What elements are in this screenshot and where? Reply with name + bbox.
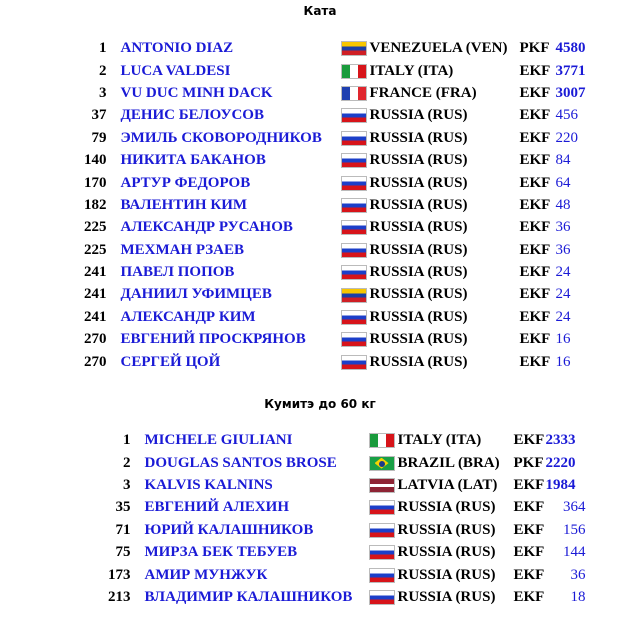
- flag-rus-icon: [369, 545, 395, 560]
- country-name: RUSSIA (RUS): [397, 544, 496, 561]
- federation-code: EKF: [519, 107, 551, 124]
- ranking-row: [108, 429, 586, 451]
- ranking-row: [84, 59, 596, 81]
- ranking-row: [84, 261, 596, 283]
- country-name: RUSSIA (RUS): [369, 308, 468, 325]
- ranking-row: [84, 350, 596, 372]
- federation-code: EKF: [519, 264, 551, 281]
- federation-code: EKF: [519, 196, 551, 213]
- ranking-points: 36: [555, 219, 571, 236]
- country-flag-icon: [369, 563, 398, 585]
- country-flag-icon: [369, 586, 398, 608]
- flag-rus-icon: [341, 265, 367, 280]
- ranking-points: 24: [555, 286, 571, 303]
- flag-rus-icon: [341, 220, 367, 235]
- country-flag-icon: [369, 496, 398, 518]
- flag-rus-icon: [341, 176, 367, 191]
- rank-position: 213: [108, 588, 131, 605]
- country-name: BRAZIL (BRA): [397, 454, 500, 471]
- athlete-name: МЕХМАН РЗАЕВ: [120, 241, 245, 258]
- country-flag-icon: [369, 541, 398, 563]
- athlete-name: АЛЕКСАНДР КИМ: [120, 308, 256, 325]
- ranking-row: [84, 82, 596, 104]
- country-name: RUSSIA (RUS): [369, 264, 468, 281]
- ranking-points: 3007: [555, 84, 586, 101]
- flag-ven-icon: [341, 41, 367, 56]
- ranking-points: 220: [555, 129, 578, 146]
- country-flag-icon: [341, 194, 370, 216]
- federation-code: EKF: [519, 129, 551, 146]
- flag-rus-icon: [369, 523, 395, 538]
- flag-fra-icon: [341, 86, 367, 101]
- ranking-row: [108, 474, 586, 496]
- rank-position: 75: [115, 544, 131, 561]
- ranking-row: [84, 328, 596, 350]
- rank-position: 2: [123, 454, 131, 471]
- ranking-row: [108, 563, 586, 585]
- kata-section-title: Ката: [303, 4, 337, 18]
- country-name: RUSSIA (RUS): [397, 588, 496, 605]
- rank-position: 270: [84, 353, 107, 370]
- ranking-row: [84, 216, 596, 238]
- country-flag-icon: [341, 283, 370, 305]
- ranking-row: [84, 171, 596, 193]
- ranking-points: 2333: [545, 432, 576, 449]
- country-name: ITALY (ITA): [369, 62, 454, 79]
- federation-code: EKF: [513, 544, 545, 561]
- country-flag-icon: [341, 149, 370, 171]
- athlete-name: АМИР МУНЖУК: [144, 566, 268, 583]
- country-flag-icon: [341, 37, 370, 59]
- federation-code: EKF: [519, 174, 551, 191]
- federation-code: EKF: [513, 566, 545, 583]
- athlete-name: НИКИТА БАКАНОВ: [120, 152, 266, 169]
- federation-code: EKF: [519, 62, 551, 79]
- country-name: FRANCE (FRA): [369, 84, 477, 101]
- ranking-points: 24: [555, 308, 571, 325]
- ranking-points: 24: [555, 264, 571, 281]
- country-name: RUSSIA (RUS): [369, 196, 468, 213]
- athlete-name: ЮРИЙ КАЛАШНИКОВ: [144, 521, 314, 538]
- athlete-name: АРТУР ФЕДОРОВ: [120, 174, 251, 191]
- country-name: RUSSIA (RUS): [397, 566, 496, 583]
- ranking-points: 156: [563, 521, 586, 538]
- ranking-row: [84, 239, 596, 261]
- ranking-points: 84: [555, 152, 571, 169]
- ranking-points: 36: [570, 566, 586, 583]
- country-flag-icon: [341, 306, 370, 328]
- athlete-name: МИРЗА БЕК ТЕБУЕВ: [144, 544, 298, 561]
- rank-position: 35: [115, 499, 131, 516]
- federation-code: PKF: [513, 454, 544, 471]
- country-flag-icon: [341, 239, 370, 261]
- country-name: VENEZUELA (VEN): [369, 40, 508, 57]
- country-flag-icon: [341, 216, 370, 238]
- federation-code: EKF: [519, 241, 551, 258]
- flag-rus-icon: [341, 153, 367, 168]
- country-name: ITALY (ITA): [397, 432, 482, 449]
- country-name: RUSSIA (RUS): [369, 331, 468, 348]
- country-flag-icon: [341, 127, 370, 149]
- country-flag-icon: [341, 171, 370, 193]
- country-name: RUSSIA (RUS): [369, 107, 468, 124]
- country-name: RUSSIA (RUS): [397, 521, 496, 538]
- rank-position: 182: [84, 196, 107, 213]
- federation-code: EKF: [519, 353, 551, 370]
- ranking-points: 16: [555, 353, 571, 370]
- federation-code: EKF: [513, 432, 545, 449]
- federation-code: EKF: [519, 308, 551, 325]
- country-name: RUSSIA (RUS): [369, 353, 468, 370]
- ranking-row: [84, 149, 596, 171]
- athlete-name: ЕВГЕНИЙ ПРОСКРЯНОВ: [120, 331, 306, 348]
- country-name: RUSSIA (RUS): [369, 241, 468, 258]
- athlete-name: ANTONIO DIAZ: [120, 40, 234, 57]
- rank-position: 1: [99, 40, 107, 57]
- ranking-points: 36: [555, 241, 571, 258]
- ranking-row: [84, 306, 596, 328]
- rank-position: 2: [99, 62, 107, 79]
- country-flag-icon: [341, 59, 370, 81]
- ranking-row: [108, 586, 586, 608]
- country-flag-icon: [341, 104, 370, 126]
- rank-position: 225: [84, 241, 107, 258]
- federation-code: EKF: [513, 521, 545, 538]
- rank-position: 3: [99, 84, 107, 101]
- rank-position: 79: [91, 129, 107, 146]
- country-flag-icon: [369, 451, 398, 473]
- ranking-points: 64: [555, 174, 571, 191]
- federation-code: EKF: [519, 331, 551, 348]
- ranking-row: [84, 127, 596, 149]
- federation-code: EKF: [513, 499, 545, 516]
- athlete-name: СЕРГЕЙ ЦОЙ: [120, 353, 221, 370]
- athlete-name: ПАВЕЛ ПОПОВ: [120, 264, 235, 281]
- ranking-row: [108, 519, 586, 541]
- flag-bra-icon: [369, 456, 395, 471]
- kata-ranking-table: [84, 37, 596, 373]
- athlete-name: DOUGLAS SANTOS BROSE: [144, 454, 337, 471]
- country-flag-icon: [369, 519, 398, 541]
- rank-position: 37: [91, 107, 107, 124]
- ranking-points: 3771: [555, 62, 586, 79]
- country-name: LATVIA (LAT): [397, 476, 498, 493]
- ranking-points: 48: [555, 196, 571, 213]
- ranking-row: [84, 104, 596, 126]
- rank-position: 140: [84, 152, 107, 169]
- flag-rus-icon: [341, 243, 367, 258]
- federation-code: PKF: [519, 40, 550, 57]
- athlete-name: LUCA VALDESI: [120, 62, 231, 79]
- athlete-name: АЛЕКСАНДР РУСАНОВ: [120, 219, 293, 236]
- ranking-points: 4580: [555, 40, 586, 57]
- rank-position: 3: [123, 476, 131, 493]
- flag-rus-icon: [341, 131, 367, 146]
- country-name: RUSSIA (RUS): [369, 219, 468, 236]
- federation-code: EKF: [513, 588, 545, 605]
- country-name: RUSSIA (RUS): [397, 499, 496, 516]
- ranking-points: 16: [555, 331, 571, 348]
- athlete-name: ВЛАДИМИР КАЛАШНИКОВ: [144, 588, 353, 605]
- ranking-row: [84, 283, 596, 305]
- ranking-points: 364: [563, 499, 586, 516]
- country-flag-icon: [369, 429, 398, 451]
- rank-position: 241: [84, 286, 107, 303]
- athlete-name: ДАНИИЛ УФИМЦЕВ: [120, 286, 272, 303]
- ranking-points: 2220: [545, 454, 576, 471]
- rank-position: 1: [123, 432, 131, 449]
- flag-rus-icon: [341, 332, 367, 347]
- rank-position: 170: [84, 174, 107, 191]
- flag-rus-icon: [369, 500, 395, 515]
- flag-rus-icon: [341, 310, 367, 325]
- flag-ven-icon: [341, 288, 367, 303]
- kumite-ranking-table: [108, 429, 586, 608]
- ranking-row: [108, 496, 586, 518]
- country-flag-icon: [341, 82, 370, 104]
- flag-rus-icon: [369, 590, 395, 605]
- federation-code: EKF: [513, 476, 545, 493]
- athlete-name: ДЕНИС БЕЛОУСОВ: [120, 107, 264, 124]
- ranking-points: 144: [563, 544, 586, 561]
- flag-ita-icon: [369, 433, 395, 448]
- country-name: RUSSIA (RUS): [369, 152, 468, 169]
- ranking-points: 456: [555, 107, 578, 124]
- country-flag-icon: [341, 328, 370, 350]
- country-name: RUSSIA (RUS): [369, 129, 468, 146]
- country-flag-icon: [341, 350, 370, 372]
- country-name: RUSSIA (RUS): [369, 286, 468, 303]
- federation-code: EKF: [519, 152, 551, 169]
- flag-ita-icon: [341, 64, 367, 79]
- athlete-name: ЭМИЛЬ СКОВОРОДНИКОВ: [120, 129, 322, 146]
- ranking-row: [108, 541, 586, 563]
- ranking-points: 1984: [545, 476, 576, 493]
- rank-position: 71: [115, 521, 131, 538]
- ranking-row: [84, 37, 596, 59]
- rank-position: 270: [84, 331, 107, 348]
- federation-code: EKF: [519, 219, 551, 236]
- flag-rus-icon: [369, 568, 395, 583]
- flag-rus-icon: [341, 198, 367, 213]
- rank-position: 173: [108, 566, 131, 583]
- federation-code: EKF: [519, 286, 551, 303]
- kumite-section-title: Кумитэ до 60 кг: [264, 397, 376, 411]
- athlete-name: KALVIS KALNINS: [144, 476, 273, 493]
- flag-rus-icon: [341, 355, 367, 370]
- country-name: RUSSIA (RUS): [369, 174, 468, 191]
- athlete-name: MICHELE GIULIANI: [144, 432, 293, 449]
- athlete-name: ВАЛЕНТИН КИМ: [120, 196, 248, 213]
- ranking-row: [84, 194, 596, 216]
- flag-rus-icon: [341, 108, 367, 123]
- ranking-points: 18: [570, 588, 586, 605]
- federation-code: EKF: [519, 84, 551, 101]
- rank-position: 225: [84, 219, 107, 236]
- athlete-name: ЕВГЕНИЙ АЛЕХИН: [144, 499, 289, 516]
- athlete-name: VU DUC MINH DACK: [120, 84, 273, 101]
- country-flag-icon: [369, 474, 398, 496]
- rank-position: 241: [84, 264, 107, 281]
- ranking-row: [108, 451, 586, 473]
- country-flag-icon: [341, 261, 370, 283]
- flag-lat-icon: [369, 478, 395, 493]
- rank-position: 241: [84, 308, 107, 325]
